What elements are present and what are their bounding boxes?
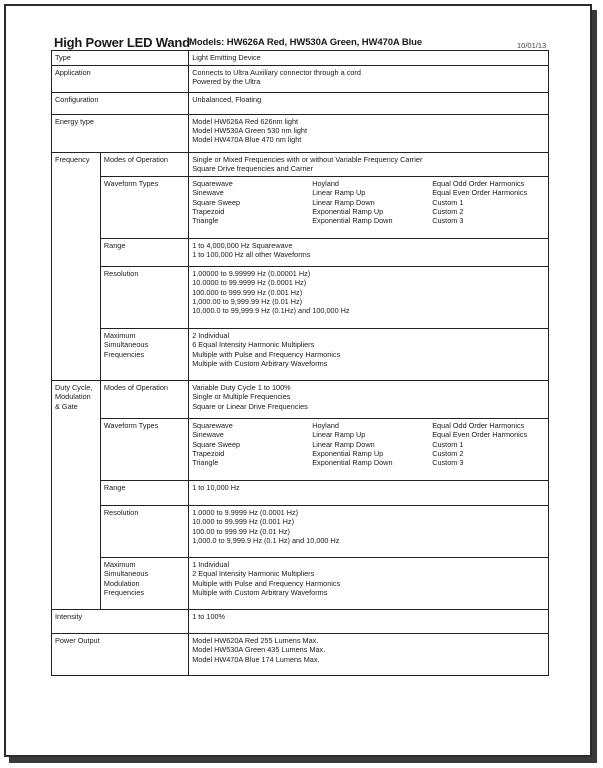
table-row [52,115,549,153]
value-line: 10.0000 to 99.9999 Hz (0.0001 Hz) [192,278,307,288]
table-row [52,51,549,66]
group-label-frequency: Frequency [52,153,101,381]
value-line: 1 Individual [192,560,230,570]
table-row [52,153,549,177]
label-line: & Gate [55,401,78,411]
row-label [100,329,188,381]
group-label-duty-cycle [52,381,101,610]
value-line: Model HW530A Green 530 nm light [192,126,307,136]
row-value [189,329,549,381]
page-frame [4,4,592,757]
value-line: 100.000 to 999.999 Hz (0.001 Hz) [192,287,303,297]
row-value [189,66,549,93]
row-value [189,558,549,610]
table-row [52,93,549,115]
row-label: Intensity [52,610,189,634]
waveform-item: Exponential Ramp Down [312,215,393,225]
value-line: 1 to 4,000,000 Hz Squarewave [192,241,293,251]
value-line: 2 Individual [192,331,230,341]
table-row [52,381,549,419]
models-heading: Models: HW626A Red, HW530A Green, HW470A Blue [189,37,423,48]
row-value [189,153,549,177]
row-label: Energy type [52,115,189,153]
table-row [52,239,549,267]
value-line: 1 to 100,000 Hz all other Waveforms [192,250,311,260]
waveform-item: Custom 2 [432,206,464,216]
waveform-item: Sinewave [192,430,224,440]
value-line: Variable Duty Cycle 1 to 100% [192,383,291,393]
table-row [52,177,549,239]
row-label: Modes of Operation [100,381,188,419]
label-line: Simultaneous [103,340,149,350]
waveform-grid [189,419,549,481]
waveform-item: Squarewave [192,421,233,431]
table-row [52,506,549,558]
waveform-item: Exponential Ramp Down [312,457,393,467]
value-line: 10,000.0 to 99,999.9 Hz (0.1Hz) and 100,000 Hz [192,305,350,315]
value-line: Multiple with Pulse and Frequency Harmonics [192,349,341,359]
value-line: Model HW626A Red 626nm light [192,117,299,127]
waveform-item: Trapezoid [192,206,225,216]
value-line: Unbalanced, Floating [192,95,262,105]
waveform-item: Custom 1 [432,439,464,449]
row-label: Application [52,66,189,93]
row-value [189,51,549,66]
row-label: Modes of Operation [100,153,188,177]
row-value [189,267,549,329]
row-label: Resolution [100,506,188,558]
waveform-item: Squarewave [192,179,233,189]
value-line: Light Emitting Device [192,53,261,62]
waveform-item: Hoyland [312,179,339,189]
label-line: Maximum [103,560,136,570]
label-line: Simultaneous [103,569,149,579]
waveform-item: Square Sweep [192,197,241,207]
document-date: 10/01/13 [517,41,547,50]
row-label: Resolution [100,267,188,329]
row-value [189,115,549,153]
label-line: Frequencies [103,349,145,359]
waveform-item: Custom 1 [432,197,464,207]
waveform-item: Triangle [192,457,219,467]
waveform-item: Linear Ramp Up [312,188,366,198]
waveform-item: Linear Ramp Down [312,439,375,449]
waveform-item: Linear Ramp Up [312,430,366,440]
row-label: Power Output [52,634,189,676]
value-line: 1,000.0 to 9,999.9 Hz (0.1 Hz) and 10,000 Hz [192,535,340,545]
waveform-item: Triangle [192,215,219,225]
row-value [189,481,549,506]
waveform-item: Custom 3 [432,457,464,467]
value-line: Multiple with Pulse and Frequency Harmonics [192,578,341,588]
row-label: Configuration [52,93,189,115]
value-line: 1 to 10,000 Hz [192,483,240,493]
row-value [189,506,549,558]
row-value [189,634,549,676]
row-value [189,93,549,115]
waveform-item: Equal Even Order Harmonics [432,188,528,198]
label-line: Frequencies [103,587,145,597]
value-line: 1 to 100% [192,612,226,622]
value-line: Model HW530A Green 435 Lumens Max. [192,645,326,655]
row-value [189,239,549,267]
value-line: 6 Equal Intensity Harmonic Multipliers [192,340,315,350]
waveform-item: Linear Ramp Down [312,197,375,207]
value-line: Multiple with Custom Arbitrary Waveforms [192,587,328,597]
table-row [52,329,549,381]
document-title: High Power LED Wand [54,35,190,50]
waveform-grid [189,177,549,239]
table-row [52,558,549,610]
waveform-item: Trapezoid [192,448,225,458]
value-line: 10.000 to 99.999 Hz (0.001 Hz) [192,517,295,527]
value-line: Model HW470A Blue 470 nm light [192,135,302,145]
waveform-item: Hoyland [312,421,339,431]
row-label: Type [52,51,189,66]
table-row [52,419,549,481]
value-line: 1.0000 to 9.9999 Hz (0.0001 Hz) [192,508,299,518]
value-line: 2 Equal Intensity Harmonic Multipliers [192,569,315,579]
waveform-item: Exponential Ramp Up [312,448,384,458]
value-line: Model HW620A Red 255 Lumens Max. [192,636,319,646]
row-label: Waveform Types [100,419,188,481]
table-row [52,634,549,676]
waveform-item: Equal Odd Order Harmonics [432,179,525,189]
label-line: Modulation [55,392,91,402]
row-label [100,558,188,610]
row-label: Range [100,239,188,267]
waveform-item: Sinewave [192,188,224,198]
value-line: Single or Multiple Frequencies [192,392,291,402]
waveform-item: Exponential Ramp Up [312,206,384,216]
label-line: Modulation [103,578,140,588]
table-row [52,610,549,634]
table-row [52,267,549,329]
row-label: Waveform Types [100,177,188,239]
waveform-item: Equal Even Order Harmonics [432,430,528,440]
value-line: 100.00 to 999.99 Hz (0.01 Hz) [192,526,290,536]
value-line: Multiple with Custom Arbitrary Waveforms [192,358,328,368]
waveform-item: Custom 3 [432,215,464,225]
value-line: Connects to Ultra Auxiliary connector through a cord [192,68,361,78]
label-line: Duty Cycle, [55,383,93,393]
waveform-item: Square Sweep [192,439,241,449]
row-label: Range [100,481,188,506]
table-row [52,66,549,93]
waveform-item: Equal Odd Order Harmonics [432,421,525,431]
value-line: Powered by the Ultra [192,77,261,87]
value-line: 1.00000 to 9.99999 Hz (0.00001 Hz) [192,269,311,279]
value-line: Square or Linear Drive Frequencies [192,401,308,411]
waveform-item: Custom 2 [432,448,464,458]
label-line: Maximum [103,331,136,341]
value-line: 1,000.00 to 9,999.99 Hz (0.01 Hz) [192,296,303,306]
value-line: Square Drive frequencies and Carrier [192,164,314,174]
table-row [52,481,549,506]
value-line: Single or Mixed Frequencies with or without Variable Frequency Carrier [192,155,423,165]
row-value [189,381,549,419]
specification-table [51,50,549,676]
value-line: Model HW470A Blue 174 Lumens Max. [192,654,320,664]
row-value [189,610,549,634]
